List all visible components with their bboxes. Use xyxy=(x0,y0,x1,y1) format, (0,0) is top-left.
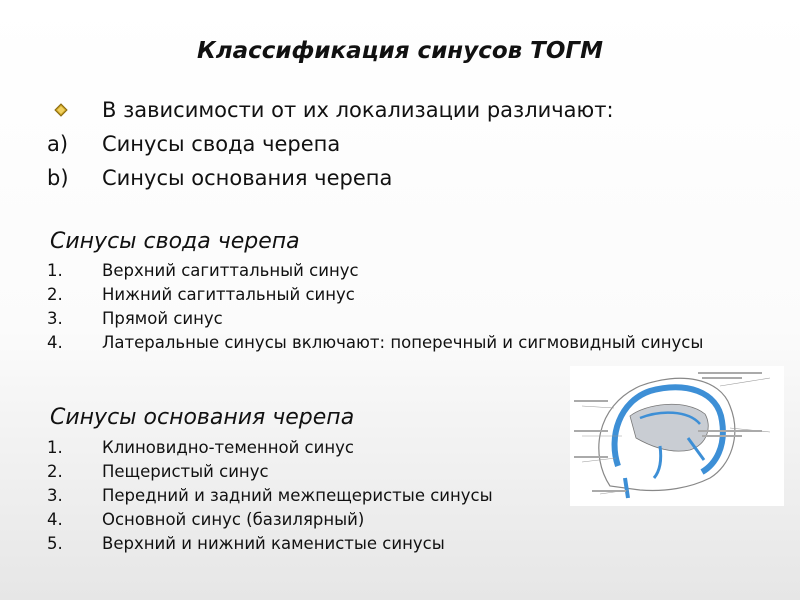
list-item-text: Клиновидно-теменной синус xyxy=(102,438,354,457)
list-item-text: Синусы свода черепа xyxy=(102,132,341,156)
list-marker: 2. xyxy=(47,285,63,304)
slide-title: Классификация синусов ТОГМ xyxy=(197,38,603,64)
list-item-text: Верхний сагиттальный синус xyxy=(102,261,359,280)
list-marker: b) xyxy=(47,166,69,190)
list-marker: 3. xyxy=(47,486,63,505)
list-item-text: Передний и задний межпещеристые синусы xyxy=(102,486,493,505)
list-marker: 4. xyxy=(47,333,63,352)
list-item-text: Основной синус (базилярный) xyxy=(102,510,365,529)
list-item-text: Латеральные синусы включают: поперечный и сигмовидный синусы xyxy=(102,333,704,352)
list-marker: 3. xyxy=(47,309,63,328)
list-item-text: Прямой синус xyxy=(102,309,223,328)
dural-sinuses-diagram xyxy=(570,366,784,506)
list-marker: a) xyxy=(47,132,69,156)
vault-heading: Синусы свода черепа xyxy=(50,229,300,254)
list-marker: 1. xyxy=(47,261,63,280)
base-heading: Синусы основания черепа xyxy=(50,405,355,430)
diamond-bullet-icon xyxy=(54,103,68,117)
list-marker: 5. xyxy=(47,534,63,553)
list-marker: 1. xyxy=(47,438,63,457)
list-marker: 2. xyxy=(47,462,63,481)
list-item-text: Синусы основания черепа xyxy=(102,166,393,190)
intro-lead-text: В зависимости от их локализации различают: xyxy=(102,98,614,122)
list-marker: 4. xyxy=(47,510,63,529)
list-item-text: Нижний сагиттальный синус xyxy=(102,285,355,304)
list-item-text: Верхний и нижний каменистые синусы xyxy=(102,534,445,553)
list-item-text: Пещеристый синус xyxy=(102,462,269,481)
